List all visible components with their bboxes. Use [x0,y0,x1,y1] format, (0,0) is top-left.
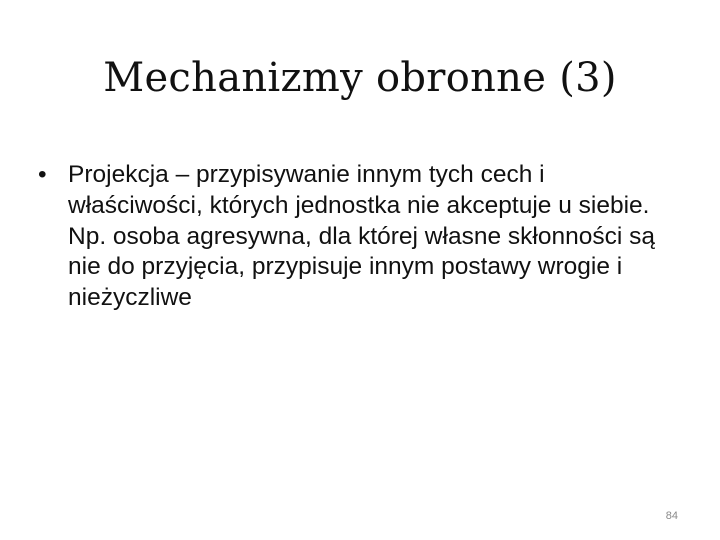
bullet-icon: • [38,161,47,188]
slide-title: Mechanizmy obronne (3) [103,55,617,101]
bullet-text: Projekcja – przypisywanie innym tych cech i właściwości, których jednostka nie akceptuje u siebie. Np. osoba agresywna, dla której własne skłonności są nie do przyjęcia, przypisuje innym postawy wrogie i nieżyczliwe [68,161,655,312]
bullet-list [36,160,686,314]
slide-number: 84 [665,510,678,522]
bullet-item [36,160,686,314]
